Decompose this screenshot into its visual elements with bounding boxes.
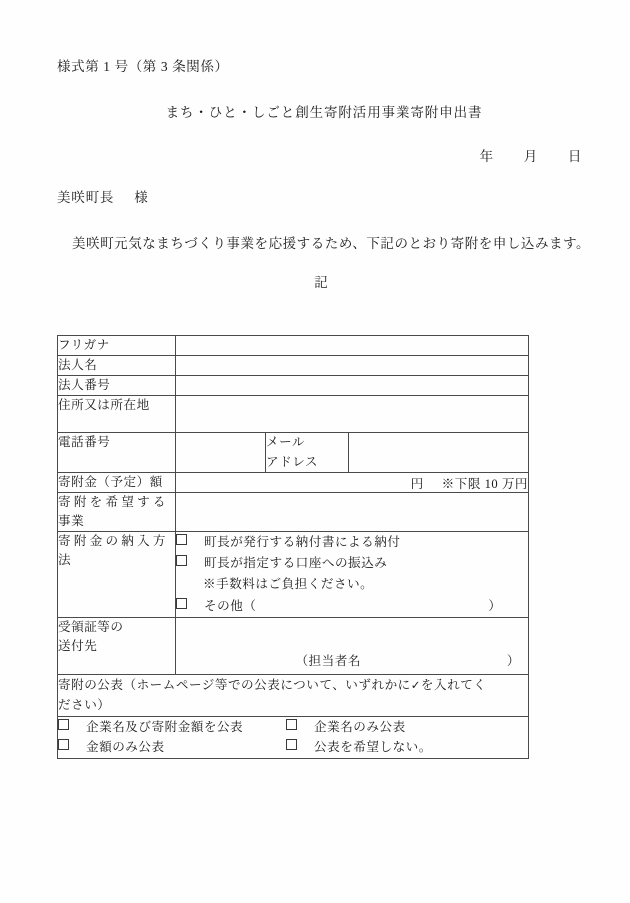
payment-options-cell: [176, 532, 529, 618]
table-row-address: [58, 396, 529, 433]
amount-note: ※下限 10 万円: [441, 476, 529, 491]
project-label-line2: 事業: [58, 513, 85, 528]
publication-options-cell: [58, 716, 529, 759]
payment-note-label: ※手数料はご負担ください。: [203, 577, 374, 592]
receipt-label-line1: 受領証等の: [58, 619, 124, 634]
publication-option-4-label: 公表を希望しない。: [314, 740, 432, 755]
table-row-publication-options: [58, 716, 529, 759]
mail-label-line2: アドレス: [266, 454, 318, 469]
checkbox-icon[interactable]: [176, 555, 187, 566]
table-row-project: [58, 492, 529, 531]
date-line: [480, 145, 582, 165]
payment-option-other[interactable]: [176, 596, 528, 617]
contact-person-open: （担当者名: [295, 653, 361, 668]
publication-heading-line1-end: を入れてく: [420, 677, 487, 692]
publication-option-3[interactable]: [58, 737, 286, 758]
amount-label: 寄附金（予定）額: [58, 472, 176, 492]
checkbox-icon[interactable]: [286, 719, 297, 730]
payment-option-2-label: 町長が指定する口座への振込み: [204, 556, 388, 571]
check-icon: ✓: [410, 677, 421, 692]
table-row-corp-name: [58, 356, 529, 376]
contact-person-line[interactable]: [176, 652, 528, 671]
payment-label-line2: 法: [58, 553, 72, 568]
intro-paragraph: [57, 232, 590, 252]
amount-unit: 円: [410, 476, 424, 491]
payment-note: [176, 574, 528, 595]
publication-option-4[interactable]: [286, 737, 528, 758]
table-row-amount: [58, 472, 529, 492]
mail-input[interactable]: [349, 433, 529, 472]
intro-text: 美咲町元気なまちづくり事業を応援するため、下記のとおり寄附を申し込みます。: [72, 236, 591, 251]
table-row-furigana: [58, 336, 529, 356]
project-label-line1: 寄附を希望する: [58, 494, 166, 509]
mail-label-line1: メール: [266, 435, 306, 450]
corp-number-label: 法人番号: [58, 376, 176, 396]
date-month-label: 月: [523, 149, 538, 164]
addressee-name: 美咲町長: [57, 190, 115, 205]
date-year-label: 年: [479, 149, 494, 164]
address-input[interactable]: [176, 396, 529, 433]
table-row-receipt: [58, 617, 529, 674]
contact-person-close: ）: [506, 653, 521, 668]
furigana-label: フリガナ: [58, 336, 176, 356]
publication-heading-line1: 寄附の公表（ホームページ等での公表について、いずれかに: [58, 677, 411, 692]
table-row-publication-heading: [58, 674, 529, 716]
publication-option-2[interactable]: [286, 717, 528, 738]
corp-name-label: 法人名: [58, 356, 176, 376]
receipt-label: [58, 617, 176, 674]
publication-heading-line2: ださい）: [58, 698, 111, 713]
payment-option-1[interactable]: [176, 532, 528, 553]
amount-input[interactable]: [176, 472, 529, 492]
date-day-label: 日: [567, 149, 582, 164]
checkbox-icon[interactable]: [176, 598, 187, 609]
ki-mark: 記: [314, 275, 328, 290]
corp-number-input[interactable]: [176, 376, 529, 396]
payment-other-label: その他（: [204, 598, 257, 613]
payment-option-2[interactable]: [176, 553, 528, 574]
addressee: [57, 186, 149, 206]
receipt-label-line2: 送付先: [58, 638, 98, 653]
payment-label: [58, 532, 176, 618]
checkbox-icon[interactable]: [286, 739, 297, 750]
receipt-input[interactable]: [176, 617, 529, 674]
addressee-honorific: 様: [134, 190, 149, 205]
checkbox-icon[interactable]: [176, 534, 187, 545]
mail-label: [266, 433, 349, 472]
project-label: [58, 492, 176, 531]
document-title: まち・ひと・しごと創生寄附活用事業寄附申出書: [165, 105, 483, 120]
phone-input[interactable]: [176, 433, 266, 472]
table-row-phone-mail: [58, 433, 529, 472]
payment-label-line1: 寄附金の納入方: [58, 534, 166, 549]
checkbox-icon[interactable]: [58, 719, 69, 730]
payment-option-1-label: 町長が発行する納付書による納付: [204, 535, 401, 550]
address-label: 住所又は所在地: [58, 396, 176, 433]
corp-name-input[interactable]: [176, 356, 529, 376]
form-code: 様式第 1 号（第 3 条関係）: [57, 59, 229, 74]
furigana-input[interactable]: [176, 336, 529, 356]
checkbox-icon[interactable]: [58, 739, 69, 750]
publication-option-3-label: 金額のみ公表: [86, 740, 165, 755]
publication-option-1[interactable]: [58, 717, 286, 738]
table-row-corp-number: [58, 376, 529, 396]
payment-other-close: ）: [488, 598, 502, 613]
publication-heading: [58, 674, 529, 716]
phone-label: 電話番号: [58, 433, 176, 472]
publication-option-2-label: 企業名のみ公表: [314, 719, 406, 734]
application-table: [57, 335, 529, 759]
publication-option-1-label: 企業名及び寄附金額を公表: [86, 719, 244, 734]
table-row-payment-method: [58, 532, 529, 618]
project-input[interactable]: [176, 492, 529, 531]
